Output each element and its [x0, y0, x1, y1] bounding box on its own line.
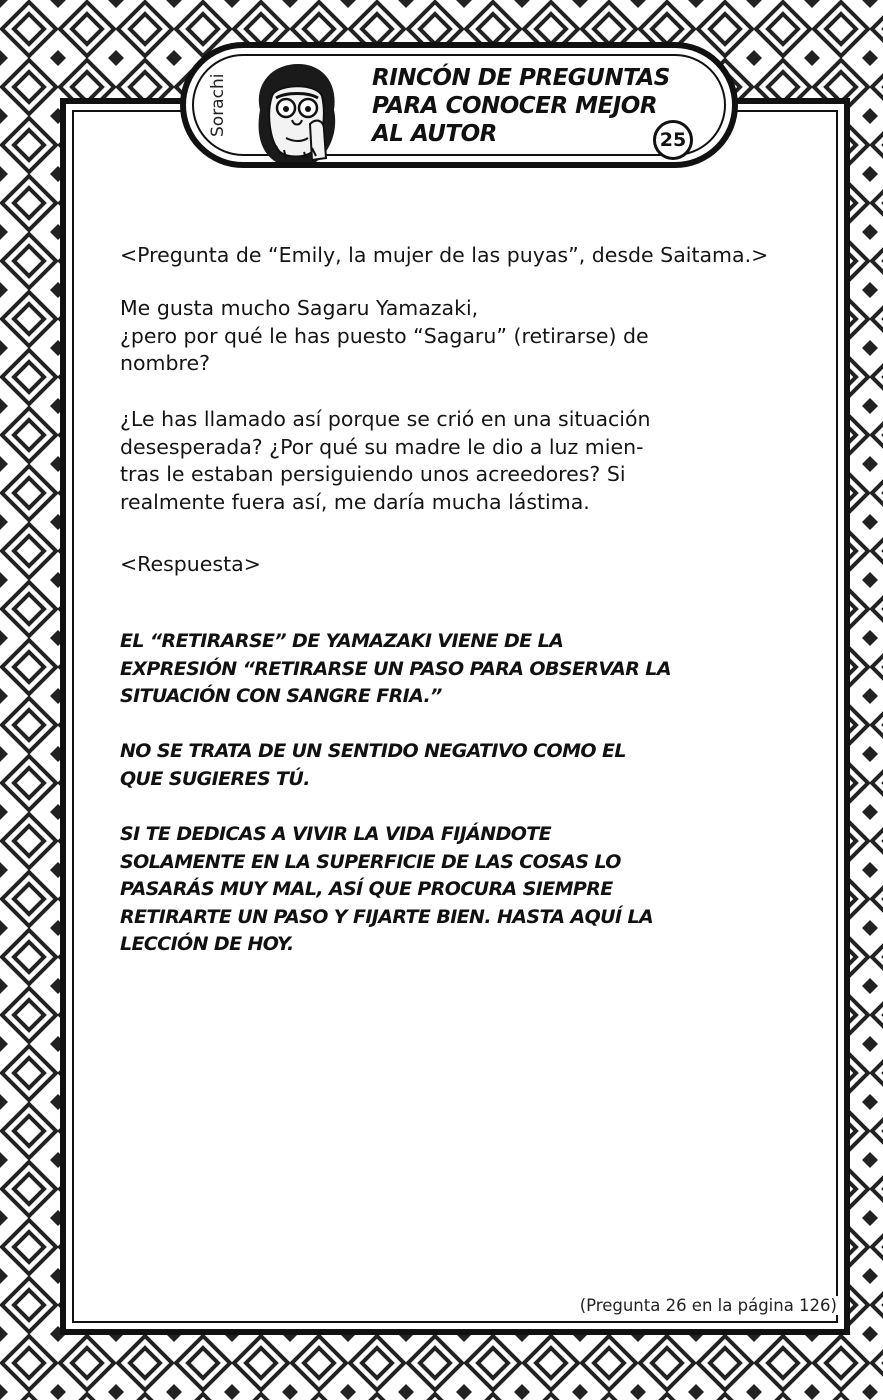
question-number-badge: 25 [653, 120, 693, 160]
question-sender: <Pregunta de “Emily, la mujer de las puyas”, desde Saitama.> [120, 243, 769, 267]
text-line: Me gusta mucho Sagaru Yamazaki, [120, 296, 479, 320]
answer-paragraph [120, 821, 780, 959]
title-line: AL AUTOR [372, 121, 497, 147]
author-portrait-icon [246, 58, 346, 166]
text-line: realmente fuera así, me daría mucha lástima. [120, 489, 590, 514]
header-title [372, 64, 672, 148]
author-name: Sorachi [208, 73, 228, 137]
text-line: NO SE TRATA DE UN SENTIDO NEGATIVO COMO EL [120, 740, 626, 762]
answer-label: <Respuesta> [120, 552, 261, 576]
text-line: tras le estaban persiguiendo unos acreedores? Si [120, 462, 626, 486]
answer-paragraph [120, 738, 780, 793]
text-line: SITUACIÓN CON SANGRE FRIA.” [120, 685, 442, 707]
text-line: QUE SUGIERES TÚ. [120, 767, 310, 790]
text-line: nombre? [120, 351, 210, 375]
text-line: desesperada? ¿Por qué su madre le dio a luz mien- [120, 434, 644, 459]
text-line: SOLAMENTE EN LA SUPERFICIE DE LAS COSAS LO [120, 850, 621, 873]
text-line: EXPRESIÓN “RETIRARSE UN PASO PARA OBSERVAR LA [120, 657, 671, 680]
text-line: LECCIÓN DE HOY. [120, 933, 294, 955]
answer-paragraph [120, 628, 780, 711]
text-line: SI TE DEDICAS A VIVIR LA VIDA FIJÁNDOTE [120, 823, 552, 845]
text-line: RETIRARTE UN PASO Y FIJARTE BIEN. HASTA AQUÍ LA [120, 905, 654, 928]
text-line: ¿Le has llamado así porque se crió en una situación [120, 407, 651, 431]
content-panel [60, 98, 850, 1335]
text-line: EL “RETIRARSE” DE YAMAZAKI VIENE DE LA [120, 630, 564, 652]
question-paragraph [120, 295, 820, 378]
title-line: RINCÓN DE PREGUNTAS [372, 65, 670, 91]
text-line: ¿pero por qué le has puesto “Sagaru” (retirarse) de [120, 323, 649, 348]
question-paragraph [120, 406, 820, 516]
text-line: PASARÁS MUY MAL, ASÍ QUE PROCURA SIEMPRE [120, 878, 613, 900]
next-question-note: (Pregunta 26 en la página 126) [579, 1296, 837, 1315]
title-line: PARA CONOCER MEJOR [372, 93, 658, 119]
